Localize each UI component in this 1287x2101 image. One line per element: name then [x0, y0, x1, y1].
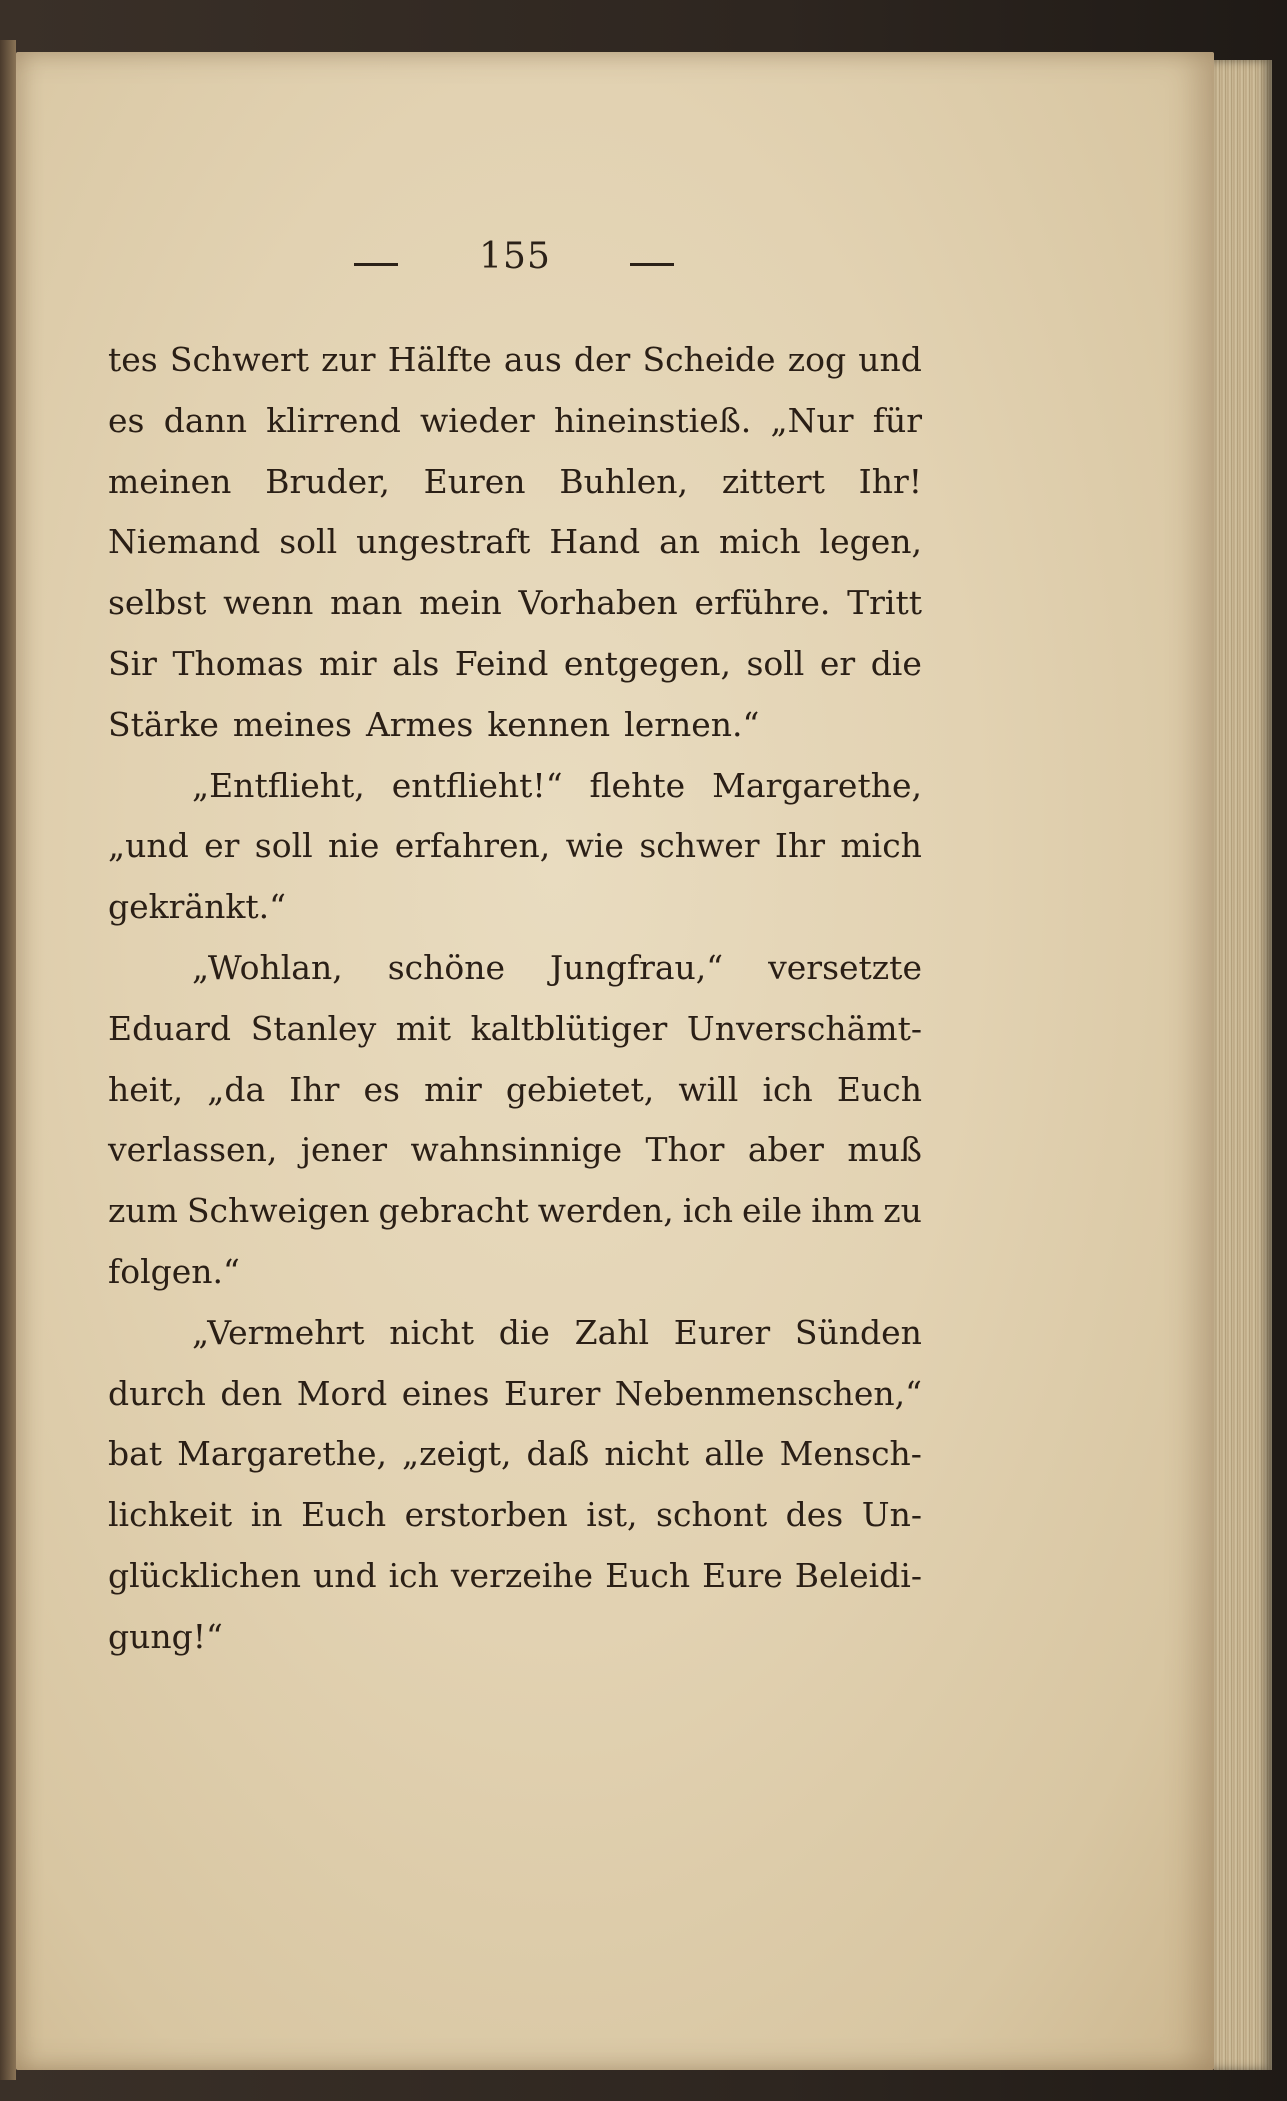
text-word: Stanley — [250, 1008, 377, 1048]
text-word: wieder — [420, 400, 535, 440]
text-word: Ihr — [289, 1069, 340, 1109]
text-line — [108, 330, 922, 391]
text-word: „Entflieht, — [192, 765, 365, 805]
text-word: Jungfrau,“ — [550, 947, 724, 987]
text-word: kennen — [487, 704, 611, 744]
text-word: wahnsinnige — [410, 1130, 623, 1170]
text-word: Scheide — [642, 340, 776, 379]
text-word: schöne — [387, 947, 506, 987]
text-word: er — [204, 826, 240, 866]
text-word: Beleidi- — [794, 1555, 922, 1595]
text-word: Vorhaben — [518, 583, 678, 623]
text-word: Euch — [605, 1555, 691, 1595]
text-word: aus — [503, 340, 562, 379]
text-word: lichkeit — [108, 1495, 233, 1535]
text-word: an — [659, 522, 701, 562]
text-word: Schweigen — [186, 1191, 370, 1231]
text-word: gebracht — [378, 1191, 529, 1231]
text-word: „Vermehrt — [192, 1312, 365, 1352]
text-word: hineinstieß. — [554, 400, 752, 440]
text-word: es — [363, 1069, 400, 1109]
text-word: Eduard — [108, 1008, 232, 1048]
text-word: Mord — [296, 1373, 388, 1413]
text-word: Sünden — [794, 1312, 922, 1352]
text-word: glücklichen — [108, 1555, 302, 1595]
text-word: Hand — [549, 522, 641, 562]
text-word: schwer — [639, 826, 760, 866]
text-word: Unverschämt- — [686, 1008, 922, 1048]
text-word: eile — [742, 1191, 803, 1231]
text-word: zum — [108, 1191, 178, 1231]
text-word: nie — [328, 826, 380, 866]
text-word: Un- — [861, 1495, 922, 1535]
text-word: Zahl — [574, 1312, 650, 1352]
text-word: „zeigt, — [402, 1434, 512, 1474]
page-header — [350, 236, 680, 286]
text-word: nicht — [604, 1434, 690, 1474]
text-line — [108, 756, 922, 817]
text-word: muß — [847, 1130, 922, 1170]
text-word: der — [573, 340, 631, 379]
text-word: wie — [565, 826, 624, 866]
text-word: verzeihe — [450, 1555, 594, 1595]
text-word: nicht — [389, 1312, 475, 1352]
text-word: gung!“ — [108, 1616, 223, 1656]
text-word: die — [498, 1312, 550, 1352]
text-word: Margarethe, — [712, 765, 922, 805]
text-word: folgen.“ — [108, 1251, 240, 1291]
text-word: Thomas — [172, 643, 304, 683]
text-word: mein — [419, 583, 502, 623]
text-word: Euch — [836, 1069, 922, 1109]
text-word: Hälfte — [387, 340, 492, 379]
text-word: meinen — [108, 461, 232, 501]
text-word: ich — [388, 1555, 439, 1595]
text-word: für — [872, 400, 922, 440]
text-word: Eurer — [673, 1312, 771, 1352]
text-word: eines — [401, 1373, 490, 1413]
text-line — [108, 1607, 922, 1668]
text-word: ungestraft — [356, 522, 531, 562]
text-word: klirrend — [266, 400, 401, 440]
text-line — [108, 1485, 922, 1546]
text-word: mir — [318, 643, 377, 683]
text-word: jener — [300, 1130, 388, 1170]
text-line — [108, 573, 922, 634]
text-word: Buhlen, — [559, 461, 688, 501]
text-word: bat — [108, 1434, 163, 1474]
text-word: Stärke — [108, 704, 219, 744]
text-word: man — [330, 583, 403, 623]
book-binding-edge — [0, 40, 16, 2080]
text-line — [108, 452, 922, 513]
text-word: ich — [762, 1069, 813, 1109]
text-word: Bruder, — [265, 461, 390, 501]
text-word: die — [870, 643, 922, 683]
text-word: will — [678, 1069, 739, 1109]
text-line — [108, 816, 922, 877]
text-line — [108, 512, 922, 573]
text-word: daß — [526, 1434, 590, 1474]
text-word: heit, — [108, 1069, 184, 1109]
page-stack-edge — [1214, 60, 1272, 2070]
text-word: Ihr — [774, 826, 825, 866]
text-word: dann — [163, 400, 248, 440]
text-word: erstorben — [404, 1495, 568, 1535]
text-line — [108, 1242, 922, 1303]
text-word: zur — [321, 340, 376, 379]
text-word: er — [819, 643, 856, 683]
text-word: alle — [704, 1434, 765, 1474]
text-word: tes — [108, 340, 158, 379]
text-line — [108, 877, 922, 938]
text-word: „Wohlan, — [192, 947, 343, 987]
text-word: „und — [108, 826, 189, 866]
text-line — [108, 634, 922, 695]
text-word: lernen.“ — [624, 704, 760, 744]
text-word: durch — [108, 1373, 206, 1413]
text-word: zu — [883, 1191, 922, 1231]
body-text — [108, 330, 922, 1668]
text-word: Armes — [365, 704, 474, 744]
text-word: des — [785, 1495, 844, 1535]
text-word: flehte — [589, 765, 686, 805]
text-word: kaltblütiger — [470, 1008, 668, 1048]
text-word: „Nur — [770, 400, 854, 440]
text-word: soll — [254, 826, 313, 866]
text-word: zog — [787, 340, 847, 379]
text-word: und — [858, 340, 922, 379]
text-line — [108, 1060, 922, 1121]
text-word: und — [313, 1555, 377, 1595]
text-word: Nebenmenschen,“ — [614, 1373, 922, 1413]
text-word: Tritt — [847, 583, 922, 623]
text-line — [108, 1303, 922, 1364]
text-word: erführe. — [694, 583, 831, 623]
text-word: selbst — [108, 583, 207, 623]
text-word: Niemand — [108, 522, 261, 562]
text-word: Sir — [108, 643, 157, 683]
text-word: soll — [746, 643, 805, 683]
text-word: mir — [424, 1069, 482, 1109]
text-word: verlassen, — [108, 1130, 278, 1170]
text-word: werden, — [537, 1191, 674, 1231]
text-line — [108, 1424, 922, 1485]
text-line — [108, 391, 922, 452]
text-word: Euren — [423, 461, 526, 501]
text-word: entflieht!“ — [391, 765, 563, 805]
text-word: „da — [207, 1069, 266, 1109]
text-word: ihm — [811, 1191, 875, 1231]
text-word: Thor — [645, 1130, 725, 1170]
text-line — [108, 1546, 922, 1607]
text-word: erfahren, — [394, 826, 551, 866]
page-number: 155 — [479, 236, 551, 277]
text-word: mich — [840, 826, 922, 866]
header-dash-right — [630, 263, 674, 266]
text-word: Euch — [301, 1495, 387, 1535]
text-word: Schwert — [169, 340, 310, 379]
text-word: Margarethe, — [177, 1434, 387, 1474]
text-word: zittert — [721, 461, 825, 501]
text-word: Eurer — [503, 1373, 601, 1413]
text-line — [108, 1120, 922, 1181]
text-word: legen, — [819, 522, 922, 562]
text-word: wenn — [223, 583, 314, 623]
text-word: versetzte — [768, 947, 922, 987]
text-word: es — [108, 400, 145, 440]
text-word: Feind — [454, 643, 549, 683]
text-word: meines — [232, 704, 352, 744]
text-word: entgegen, — [563, 643, 731, 683]
text-word: mit — [395, 1008, 451, 1048]
text-word: als — [392, 643, 440, 683]
text-word: gebietet, — [505, 1069, 655, 1109]
text-word: ist, — [586, 1495, 638, 1535]
text-word: Mensch- — [779, 1434, 922, 1474]
text-line — [108, 695, 922, 756]
text-word: den — [220, 1373, 283, 1413]
text-word: schont — [656, 1495, 768, 1535]
text-line — [108, 1181, 922, 1242]
text-word: aber — [747, 1130, 824, 1170]
text-line — [108, 1364, 922, 1425]
text-word: in — [250, 1495, 283, 1535]
text-line — [108, 999, 922, 1060]
text-word: ich — [682, 1191, 734, 1231]
text-word: gekränkt.“ — [108, 887, 286, 927]
text-word: mich — [718, 522, 801, 562]
text-word: Ihr! — [858, 461, 922, 501]
text-line — [108, 938, 922, 999]
text-word: Eure — [702, 1555, 783, 1595]
text-word: soll — [279, 522, 338, 562]
